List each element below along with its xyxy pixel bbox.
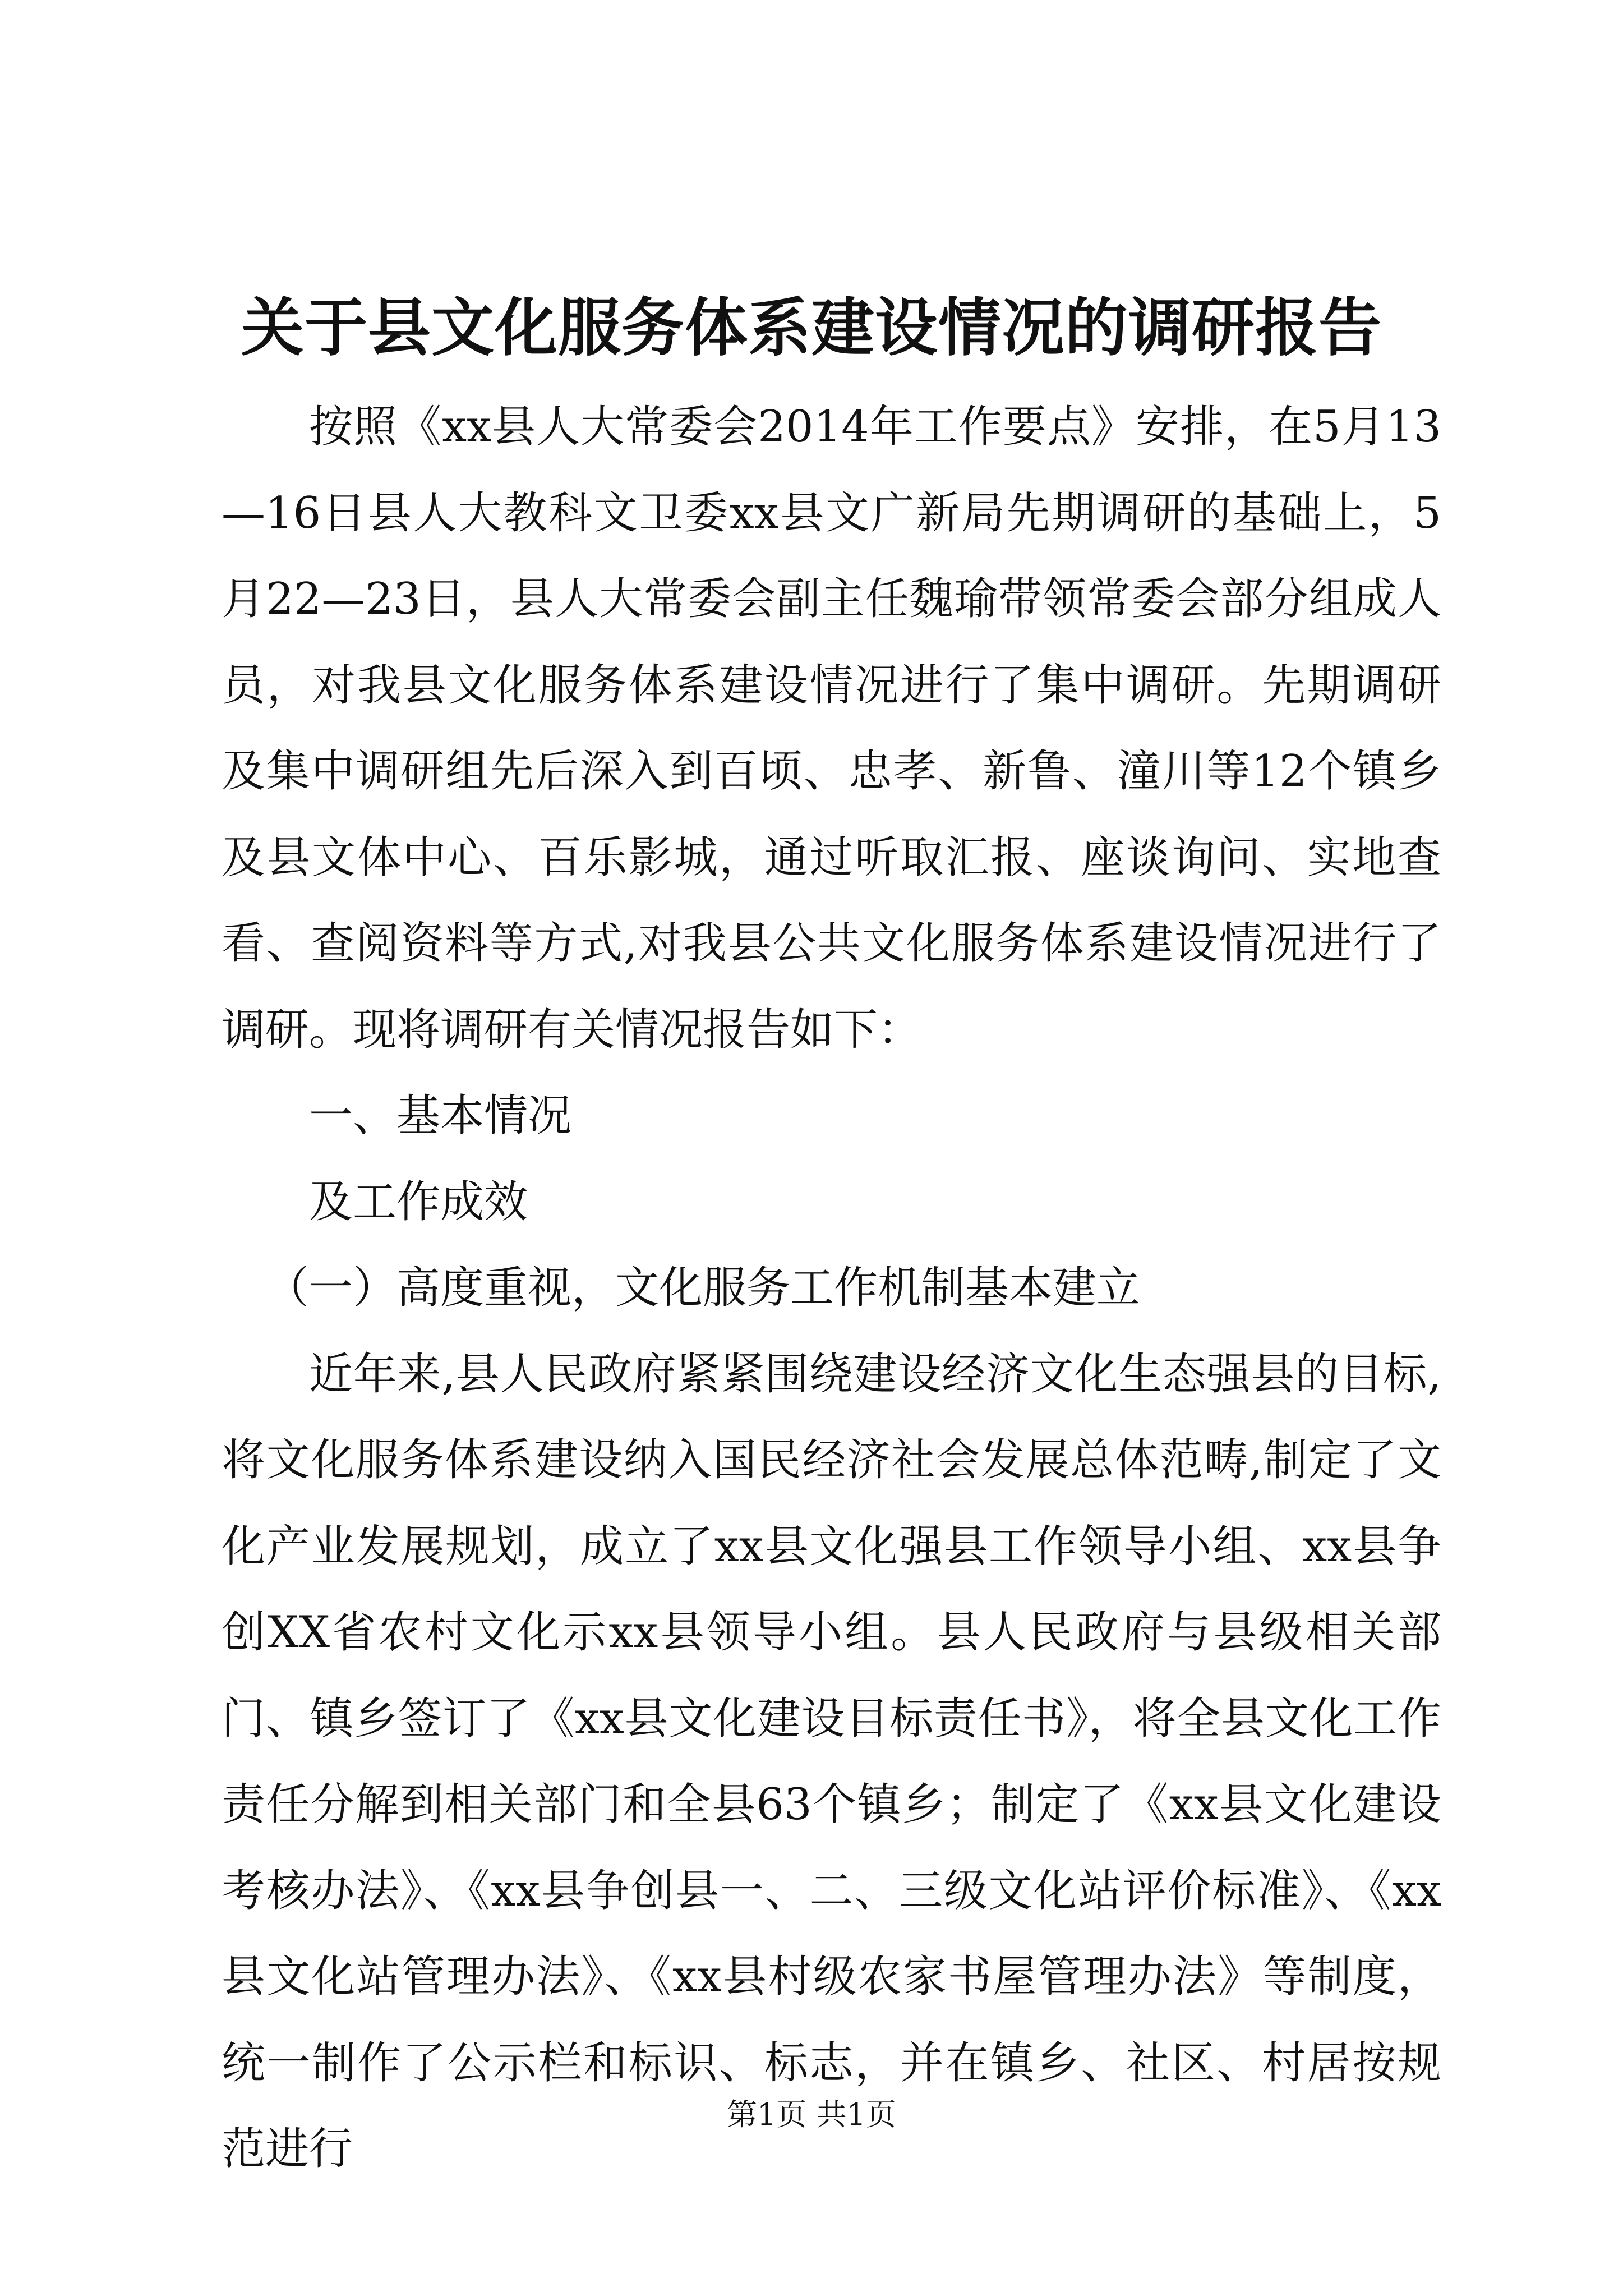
page-footer: 第1页 共1页 xyxy=(727,2097,896,2132)
subsection-heading: （一）高度重视，文化服务工作机制基本建立 xyxy=(265,1263,1141,1313)
document-title: 关于县文化服务体系建设情况的调研报告 xyxy=(241,291,1382,365)
paragraph-intro: 按照《xx县人大常委会2014年工作要点》安排，在5月13—16日县人大教科文卫委xx县文广新局先期调研的基础上，5月22—23日，县人大常委会副主任魏瑜带领常委会部分组成人员，对我县文化服务体系建设情况进行了集中调研。先期调研及集中调研组先后深入到百顷、忠孝、新鲁、潼川等12个镇乡及县文体中心、百乐影城，通过听取汇报、座谈询问、实地查看、查阅资料等方式,对我县公共文化服务体系建设情况进行了调研。现将调研有关情况报告如下： xyxy=(222,402,1441,1055)
section-heading-continuation: 及工作成效 xyxy=(309,1176,528,1227)
section-heading-basic-situation: 一、基本情况 xyxy=(309,1091,572,1141)
document-body xyxy=(222,384,1441,2193)
paragraph-body: 近年来,县人民政府紧紧围绕建设经济文化生态强县的目标,将文化服务体系建设纳入国民经济社会发展总体范畴,制定了文化产业发展规划，成立了xx县文化强县工作领导小组、xx县争创XX省农村文化示xx县领导小组。县人民政府与县级相关部门、镇乡签订了《xx县文化建设目标责任书》，将全县文化工作责任分解到相关部门和全县63个镇乡；制定了《xx县文化建设考核办法》、《xx县争创县一、二、三级文化站评价标准》、《xx县文化站管理办法》、《xx县村级农家书屋管理办法》等制度，统一制作了公示栏和标识、标志，并在镇乡、社区、村居按规范进行 xyxy=(222,1349,1441,2174)
